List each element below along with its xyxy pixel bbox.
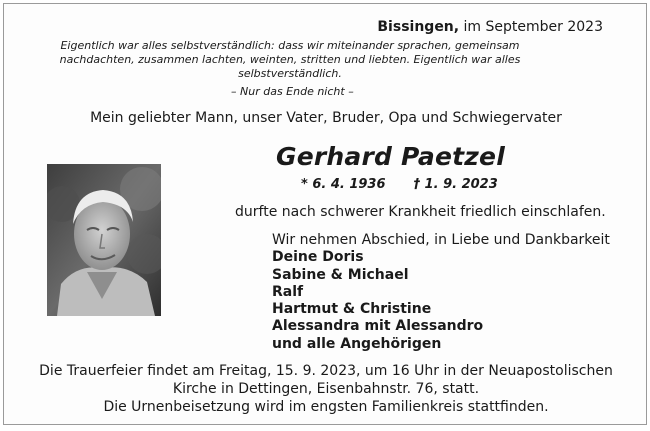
notice-line: Die Urnenbeisetzung wird im engsten Familienkreis stattfinden. [103, 399, 549, 415]
birth-date: * 6. 4. 1936 [301, 177, 386, 192]
family-member: Alessandra mit Alessandro [272, 318, 484, 335]
deceased-name: Gerhard Paetzel [276, 142, 505, 171]
place-name: Bissingen, [377, 19, 460, 35]
family-member: Deine Doris [272, 249, 364, 266]
family-member: Ralf [272, 283, 304, 300]
portrait-illustration [47, 164, 161, 316]
passing-phrase: durfte nach schwerer Krankheit friedlich einschlafen. [235, 204, 606, 220]
obituary-card [3, 3, 647, 425]
family-heading: Wir nehmen Abschied, in Liebe und Dankbarkeit [272, 232, 610, 248]
intro-line: Mein geliebter Mann, unser Vater, Bruder, Opa und Schwiegervater [90, 110, 562, 126]
portrait-photo [47, 164, 161, 316]
family-block [272, 232, 610, 353]
death-date: † 1. 9. 2023 [413, 177, 498, 192]
date-text: im September 2023 [463, 19, 603, 35]
family-member: Sabine & Michael [272, 266, 409, 283]
notice-line: Die Trauerfeier findet am Freitag, 15. 9. 2023, um 16 Uhr in der Neuapostolischen [39, 363, 613, 379]
place-date-line [377, 19, 603, 35]
funeral-notice [4, 362, 647, 416]
life-dates [301, 177, 498, 192]
family-member: und alle Angehörigen [272, 335, 442, 352]
family-member: Hartmut & Christine [272, 301, 432, 318]
poem-source: – Nur das Ende nicht – [231, 85, 354, 98]
notice-line: Kirche in Dettingen, Eisenbahnstr. 76, statt. [172, 381, 480, 397]
poem-quote: Eigentlich war alles selbstverständlich: dass wir miteinander sprachen, gemeinsam nachdachten, zusammen lachten, weinten, stritten und liebten. Eigentlich war alles selbstverständlich. [59, 39, 521, 80]
